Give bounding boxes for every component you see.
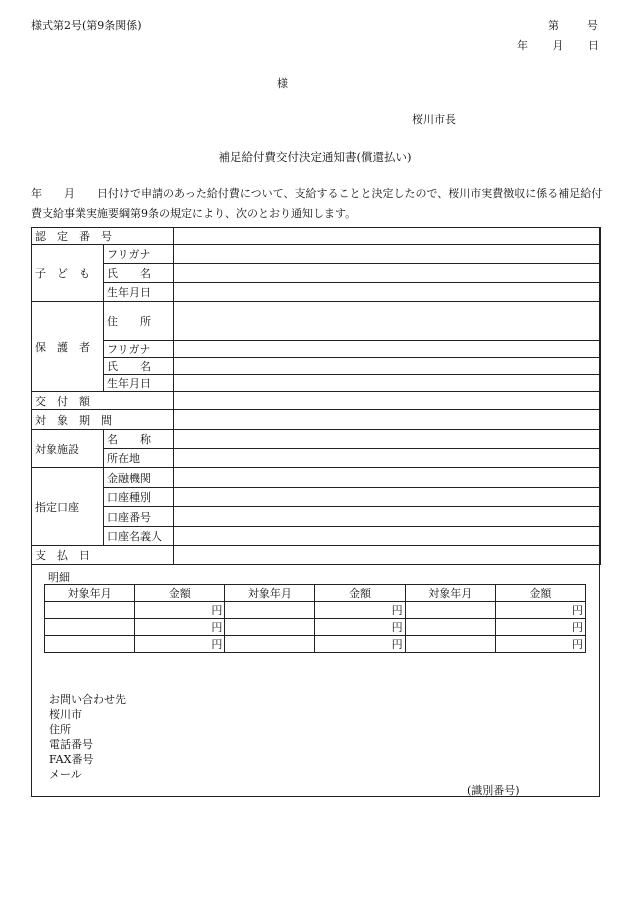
contact-phone: 電話番号 xyxy=(49,738,93,751)
label-guardian-address: 住 所 xyxy=(104,302,174,341)
identification-number: (識別番号) xyxy=(467,784,520,797)
label-child-name: 氏 名 xyxy=(104,264,174,283)
date-day: 日 xyxy=(588,39,599,52)
label-facility-name: 名 称 xyxy=(104,430,174,449)
detail-amount-cell: 円 xyxy=(495,636,585,653)
label-grant-amount: 交 付 額 xyxy=(32,392,174,410)
document-number xyxy=(548,17,598,33)
label-child: 子 ど も xyxy=(32,245,104,302)
detail-header-amount: 金額 xyxy=(135,585,225,602)
form-id: 様式第2号(第9条関係) xyxy=(31,19,142,32)
detail-month-cell xyxy=(405,602,495,619)
contact-email: メール xyxy=(49,768,82,781)
form-table xyxy=(31,227,601,565)
label-facility-location: 所在地 xyxy=(104,449,174,468)
label-account-type: 口座種別 xyxy=(104,488,174,507)
detail-amount-cell: 円 xyxy=(135,619,225,636)
label-certification-number: 認 定 番 号 xyxy=(32,228,174,245)
value-bank xyxy=(174,468,601,488)
detail-amount-cell: 円 xyxy=(495,602,585,619)
body-text: 年 月 日付けで申請のあった給付費について、支給することと決定したので、桜川市実費徴収に係る補足給付費支給事業実施要綱第9条の規定により、次のとおり通知します。 xyxy=(31,187,603,220)
date-month: 月 xyxy=(552,39,564,52)
detail-month-cell xyxy=(225,636,315,653)
table-row xyxy=(45,619,586,636)
value-facility-location xyxy=(174,449,601,468)
table-row xyxy=(45,636,586,653)
detail-month-cell xyxy=(45,636,135,653)
label-guardian: 保 護 者 xyxy=(32,302,104,392)
label-payment-date: 支 払 日 xyxy=(32,546,174,565)
detail-month-cell xyxy=(45,619,135,636)
label-child-birthdate: 生年月日 xyxy=(104,283,174,302)
contact-block xyxy=(49,692,126,782)
detail-header-amount: 金額 xyxy=(315,585,405,602)
value-child-birthdate xyxy=(174,283,601,302)
recipient-suffix: 様 xyxy=(277,77,288,90)
detail-amount-cell: 円 xyxy=(495,619,585,636)
label-designated-account: 指定口座 xyxy=(32,468,104,546)
detail-amount-cell: 円 xyxy=(315,619,405,636)
detail-month-cell xyxy=(405,619,495,636)
value-guardian-birthdate xyxy=(174,375,601,392)
value-guardian-address xyxy=(174,302,601,341)
contact-fax: FAX番号 xyxy=(49,753,94,766)
label-target-period: 対 象 期 間 xyxy=(32,410,174,430)
date-year: 年 xyxy=(517,39,528,52)
contact-city: 桜川市 xyxy=(49,708,82,721)
value-payment-date xyxy=(174,546,601,565)
table-row xyxy=(45,602,586,619)
issuer: 桜川市長 xyxy=(412,113,456,126)
detail-month-cell xyxy=(225,602,315,619)
value-guardian-name xyxy=(174,358,601,375)
label-bank: 金融機関 xyxy=(104,468,174,488)
value-facility-name xyxy=(174,430,601,449)
value-child-name xyxy=(174,264,601,283)
value-guardian-furigana xyxy=(174,341,601,358)
contact-address: 住所 xyxy=(49,723,71,736)
label-target-facility: 対象施設 xyxy=(32,430,104,468)
issue-date xyxy=(517,37,599,53)
detail-month-cell xyxy=(405,636,495,653)
label-child-furigana: フリガナ xyxy=(104,245,174,264)
notice-form xyxy=(31,227,600,797)
value-grant-amount xyxy=(174,392,601,410)
label-account-number: 口座番号 xyxy=(104,507,174,527)
detail-amount-cell: 円 xyxy=(315,602,405,619)
detail-amount-cell: 円 xyxy=(135,602,225,619)
detail-month-cell xyxy=(225,619,315,636)
number-suffix: 号 xyxy=(587,19,598,32)
value-certification-number xyxy=(174,228,601,245)
detail-amount-cell: 円 xyxy=(135,636,225,653)
detail-table xyxy=(44,584,586,653)
detail-amount-cell: 円 xyxy=(315,636,405,653)
detail-header-month: 対象年月 xyxy=(405,585,495,602)
label-guardian-name: 氏 名 xyxy=(104,358,174,375)
contact-heading: お問い合わせ先 xyxy=(49,693,126,706)
document-title: 補足給付費交付決定通知書(償還払い) xyxy=(218,150,412,164)
value-account-type xyxy=(174,488,601,507)
label-guardian-furigana: フリガナ xyxy=(104,341,174,358)
detail-header-amount: 金額 xyxy=(495,585,585,602)
detail-header-month: 対象年月 xyxy=(45,585,135,602)
label-guardian-birthdate: 生年月日 xyxy=(104,375,174,392)
value-account-holder xyxy=(174,527,601,546)
label-account-holder: 口座名義人 xyxy=(104,527,174,546)
number-prefix: 第 xyxy=(548,19,559,32)
value-target-period xyxy=(174,410,601,430)
detail-month-cell xyxy=(45,602,135,619)
value-account-number xyxy=(174,507,601,527)
value-child-furigana xyxy=(174,245,601,264)
detail-header-month: 対象年月 xyxy=(225,585,315,602)
detail-label: 明細 xyxy=(48,571,70,584)
